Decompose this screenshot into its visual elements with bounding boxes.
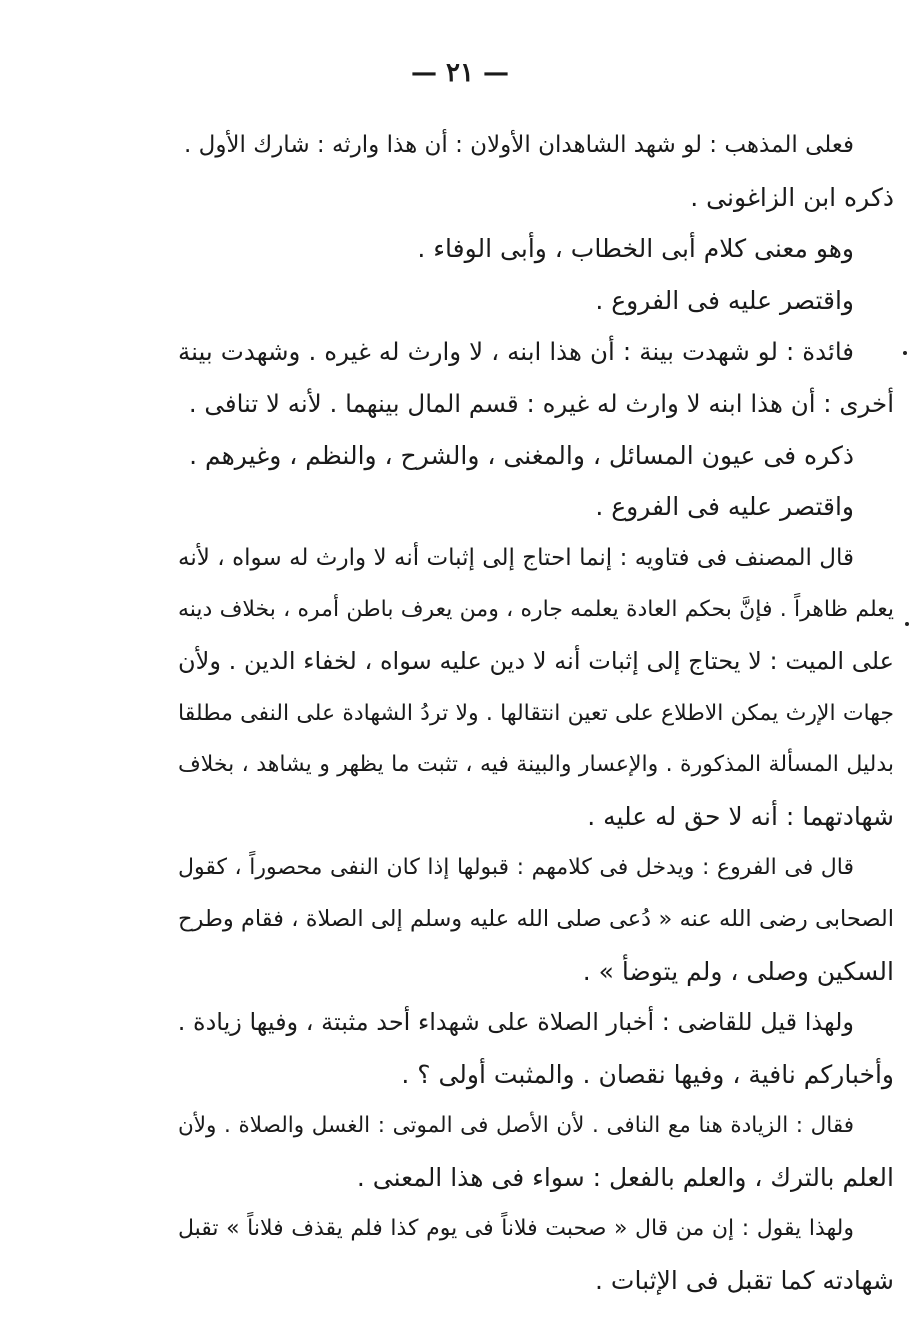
text-line: وهو معنى كلام أبى الخطاب ، وأبى الوفاء . [417,234,854,264]
text-line: ولهذا يقول : إن من قال « صحبت فلاناً فى يوم كذا فلم يقذف فلاناً » تقبل [178,1216,854,1242]
text-line: فقال : الزيادة هنا مع النافى . لأن الأصل فى الموتى : الغسل والصلاة . ولأن [178,1113,854,1139]
text-line: قال فى الفروع : ويدخل فى كلامهم : قبولها إذا كان النفى محصوراً ، كقول [178,855,854,881]
text-line: واقتصر عليه فى الفروع . [595,492,854,522]
text-line: شهادته كما تقبل فى الإثبات . [595,1266,894,1296]
text-line: أخرى : أن هذا ابنه لا وارث له غيره : قسم المال بينهما . لأنه لا تنافى . [188,388,894,418]
text-line: شهادتهما : أنه لا حق له عليه . [587,801,894,831]
text-line: وأخباركم نافية ، وفيها نقصان . والمثبت أولى ؟ . [401,1059,894,1089]
page-number: — ٢١ — [410,58,510,88]
text-line: على الميت : لا يحتاج إلى إثبات أنه لا دين عليه سواه ، لخفاء الدين . ولأن [178,646,894,675]
text-line: جهات الإرث يمكن الاطلاع على تعين انتقالها . ولا تردُ الشهادة على النفى مطلقا [178,700,894,726]
text-line: قال المصنف فى فتاويه : إنما احتاج إلى إثبات أنه لا وارث له سواه ، لأنه [178,544,854,571]
text-line: ولهذا قيل للقاضى : أخبار الصلاة على شهداء أحد مثبتة ، وفيها زيادة . [178,1008,854,1037]
text-line: السكين وصلى ، ولم يتوضأ » . [582,956,894,986]
text-line: الصحابى رضى الله عنه « دُعى صلى الله عليه وسلم إلى الصلاة ، فقام وطرح [178,905,894,932]
text-line: العلم بالترك ، والعلم بالفعل : سواء فى هذا المعنى . [356,1162,894,1192]
text-line: ذكره فى عيون المسائل ، والمغنى ، والشرح ، والنظم ، وغيرهم . [189,440,854,470]
text-line: ذكره ابن الزاغونى . [690,182,894,212]
text-line: واقتصر عليه فى الفروع . [595,285,854,315]
text-line: فعلى المذهب : لو شهد الشاهدان الأولان : أن هذا وارثه : شارك الأول . [183,132,854,158]
margin-speck [905,622,909,626]
text-line: فائدة : لو شهدت بينة : أن هذا ابنه ، لا وارث له غيره . وشهدت بينة [178,337,854,367]
margin-speck [903,351,907,355]
text-line: يعلم ظاهراً . فإنَّ بحكم العادة يعلمه جاره ، ومن يعرف باطن أمره ، بخلاف دينه [178,597,894,623]
text-line: بدليل المسألة المذكورة . والإعسار والبينة فيه ، تثبت ما يظهر و يشاهد ، بخلاف [178,752,894,778]
page-text [178,120,894,1307]
